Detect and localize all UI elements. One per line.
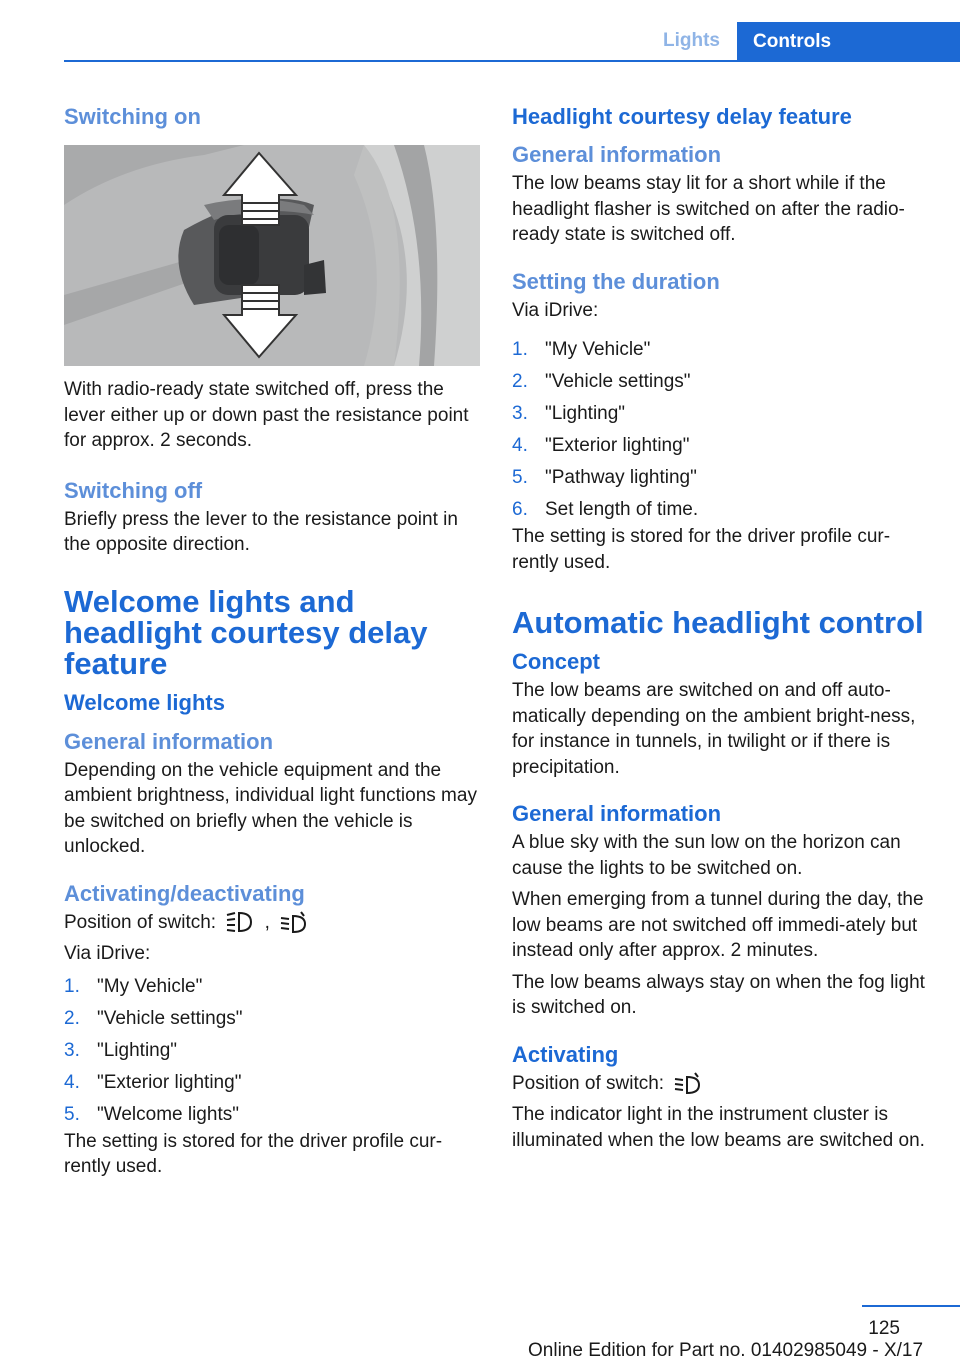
via-idrive-label: Via iDrive:: [64, 943, 151, 964]
courtesy-delay-heading: Headlight courtesy delay feature: [512, 104, 852, 129]
indicator-light-text: The indicator light in the instrument cluster is illuminated when the low beams are switched on.: [512, 1104, 925, 1151]
list-item: 1. "My Vehicle": [512, 339, 651, 360]
general-info-text: Depending on the vehicle equipment and the ambient brightness, individual light functions may be switched on briefly when the vehicle is unlocked.: [64, 759, 477, 857]
general-info-heading-right: General information: [512, 142, 722, 167]
footer-rule: [862, 1305, 960, 1307]
list-item: 5. "Welcome lights": [64, 1103, 239, 1125]
general-info2-heading: General information: [512, 801, 722, 826]
lever-illustration: [64, 145, 480, 366]
section-title-welcome-lights: Welcome lights and headlight courtesy delay feature: [64, 583, 428, 681]
list-item: 4. "Exterior lighting": [512, 435, 690, 456]
page-number: 125: [868, 1318, 900, 1339]
parking-lights-icon: [225, 910, 255, 934]
general-info2-text-2: When emerging from a tunnel during the day, the low beams are not switched off immedi‐ately but instead only after approx. 2 minutes.: [512, 889, 924, 961]
turn-signal-lever-figure: [64, 145, 480, 366]
header-tab-lights: Lights: [663, 30, 720, 51]
stored-profile-text: The setting is stored for the driver profile cur‐rently used.: [64, 1130, 443, 1177]
list-item: 3. "Lighting": [512, 403, 626, 424]
list-item: 3. "Lighting": [64, 1039, 178, 1061]
via-idrive-label-right: Via iDrive:: [512, 299, 599, 321]
switching-off-heading: Switching off: [64, 477, 203, 503]
auto-headlight-icon: [673, 1071, 703, 1095]
activating-heading: Activating: [512, 1041, 619, 1067]
switch-position-line-right: [512, 1071, 932, 1097]
welcome-lights-steps: [64, 974, 482, 1128]
general-info-heading: General information: [64, 728, 274, 754]
general-info2-text-1: A blue sky with the sun low on the horizon can cause the lights to be switched on.: [512, 832, 901, 879]
switching-on-text: With radio-ready state switched off, press the lever either up or down past the resistance point for approx. 2 seconds.: [64, 379, 469, 451]
switch-position-separator: ,: [264, 911, 270, 933]
switching-off-text: Briefly press the lever to the resistance point in the opposite direction.: [64, 508, 458, 555]
switch-position-label-right: Position of switch:: [512, 1072, 665, 1094]
activating-deactivating-heading: Activating/deactivating: [64, 880, 305, 906]
courtesy-general-info-text: The low beams stay lit for a short while if the headlight flasher is switched on after the radio-ready state is switched off.: [512, 173, 905, 245]
section-title-auto-headlight: Automatic headlight control: [512, 605, 924, 640]
concept-heading: Concept: [512, 649, 600, 674]
auto-headlight-icon: [279, 910, 309, 934]
list-item: 1. "My Vehicle": [64, 975, 203, 997]
header-tab-controls: Controls: [737, 22, 960, 62]
stored-profile-text-right: The setting is stored for the driver profile cur‐rently used.: [512, 526, 891, 573]
list-item: 6. Set length of time.: [512, 499, 699, 520]
right-column: [512, 102, 932, 1153]
header-rule: [64, 60, 960, 62]
setting-duration-heading: Setting the duration: [512, 268, 720, 294]
list-item: 5. "Pathway lighting": [512, 467, 697, 488]
courtesy-duration-steps: [512, 337, 932, 523]
left-column: [64, 102, 482, 1180]
list-item: 2. "Vehicle settings": [64, 1007, 243, 1029]
edition-text: Online Edition for Part no. 01402985049 - X/17: [528, 1340, 924, 1361]
general-info2-text-3: The low beams always stay on when the fog light is switched on.: [512, 971, 925, 1018]
page-header: [0, 0, 960, 64]
concept-text: The low beams are switched on and off auto‐matically depending on the ambient bright‐ness, for instance in tunnels, in twilight or if there is precipitation.: [512, 680, 916, 778]
list-item: 4. "Exterior lighting": [64, 1071, 242, 1093]
list-item: 2. "Vehicle settings": [512, 371, 691, 392]
welcome-lights-heading: Welcome lights: [64, 689, 225, 715]
switch-position-label: Position of switch:: [64, 911, 217, 933]
switch-position-line: [64, 910, 482, 936]
switching-on-heading: Switching on: [64, 104, 201, 129]
